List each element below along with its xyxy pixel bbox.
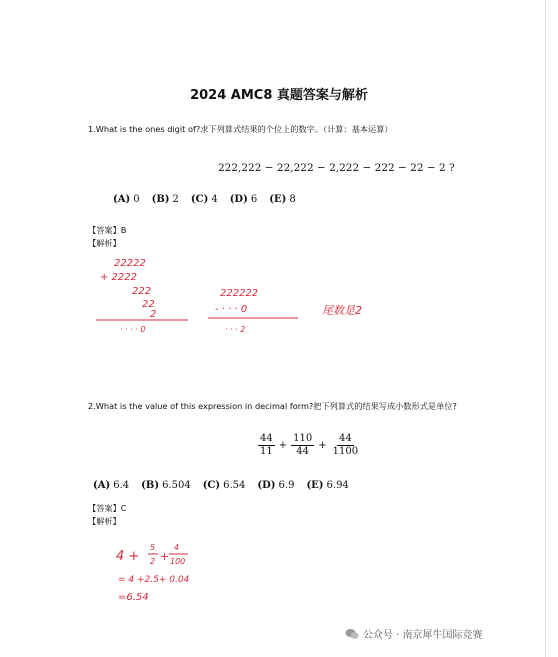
hw-q2-frac2-num: 4 <box>174 543 180 552</box>
plus-sign-1: + <box>278 440 288 451</box>
choice-d: (D) 6.9 <box>257 480 295 491</box>
hw-q1-col2-line2: - · · · 0 <box>215 304 248 315</box>
hw-q1-line4: 22 <box>142 299 155 310</box>
page-title: 2024 AMC8 真题答案与解析 <box>190 88 368 103</box>
hw-q2-line2: = 4 +2.5+ 0.04 <box>118 575 190 585</box>
watermark <box>345 626 483 641</box>
question-2-prompt: 2.What is the value of this expression in decimal form?把下列算式的结果写成小数形式是单位? <box>88 401 457 411</box>
choice-a: (A) 0 <box>113 194 140 205</box>
hw-q2-frac1-num: 5 <box>150 543 156 552</box>
choice-e: (E) 6.94 <box>306 480 349 491</box>
hw-q1-col2-line3: · · · 2 <box>225 325 246 334</box>
hw-q1-line2: + 2222 <box>100 272 138 283</box>
plus-sign-2: + <box>318 440 327 451</box>
hw-q1-col2-line1: 222222 <box>220 288 259 299</box>
choice-a: (A) 6.4 <box>93 480 130 491</box>
choice-d: (D) 6 <box>229 194 258 205</box>
hw-q2-line3: =6.54 <box>118 592 149 603</box>
choice-c: (C) 4 <box>190 194 218 205</box>
fraction-3: $\frac{44}{1100}$ <box>332 433 359 457</box>
choice-b: (B) 2 <box>151 194 179 205</box>
hw-q1-line5: 2 <box>150 309 157 320</box>
question-1-answer: 【答案】B <box>88 225 127 235</box>
choice-b: (B) 6.504 <box>141 480 191 491</box>
hw-q1-note: 尾数是2 <box>322 304 362 317</box>
hw-q2-frac1-den: 2 <box>150 557 156 566</box>
question-1-prompt: 1.What is the ones digit of?求下列算式结果的个位上的数字。（计算：基本运算） <box>88 124 393 134</box>
question-2-answer: 【答案】C <box>88 503 127 513</box>
question-1-handwriting <box>90 252 400 336</box>
question-1-choices <box>113 194 296 205</box>
question-2-handwriting <box>112 540 252 606</box>
hw-q1-line1: 22222 <box>114 258 146 269</box>
wechat-icon <box>345 628 359 640</box>
question-2-choices <box>93 480 349 491</box>
choice-e: (E) 8 <box>269 194 296 205</box>
hw-q2-plus: + <box>160 550 170 563</box>
question-1-explanation-label: 【解析】 <box>88 238 121 248</box>
choice-c: (C) 6.54 <box>202 480 246 491</box>
fraction-2: $\frac{110}{44}$ <box>293 433 313 457</box>
watermark-text: 公众号 · 南京犀牛国际竞赛 <box>363 630 483 641</box>
question-2-expression <box>255 433 363 458</box>
question-2-explanation-label: 【解析】 <box>88 516 121 526</box>
hw-q2-frac2-den: 100 <box>170 557 186 566</box>
hw-q1-line6: · · · · 0 <box>120 325 146 334</box>
fraction-1: $\frac{44}{11}$ <box>260 433 273 457</box>
hw-q2-term: 4 + <box>116 549 140 564</box>
hw-q1-line3: 222 <box>132 286 152 297</box>
question-1-expression: 222,222 − 22,222 − 2,222 − 222 − 22 − 2 ? <box>218 162 455 174</box>
